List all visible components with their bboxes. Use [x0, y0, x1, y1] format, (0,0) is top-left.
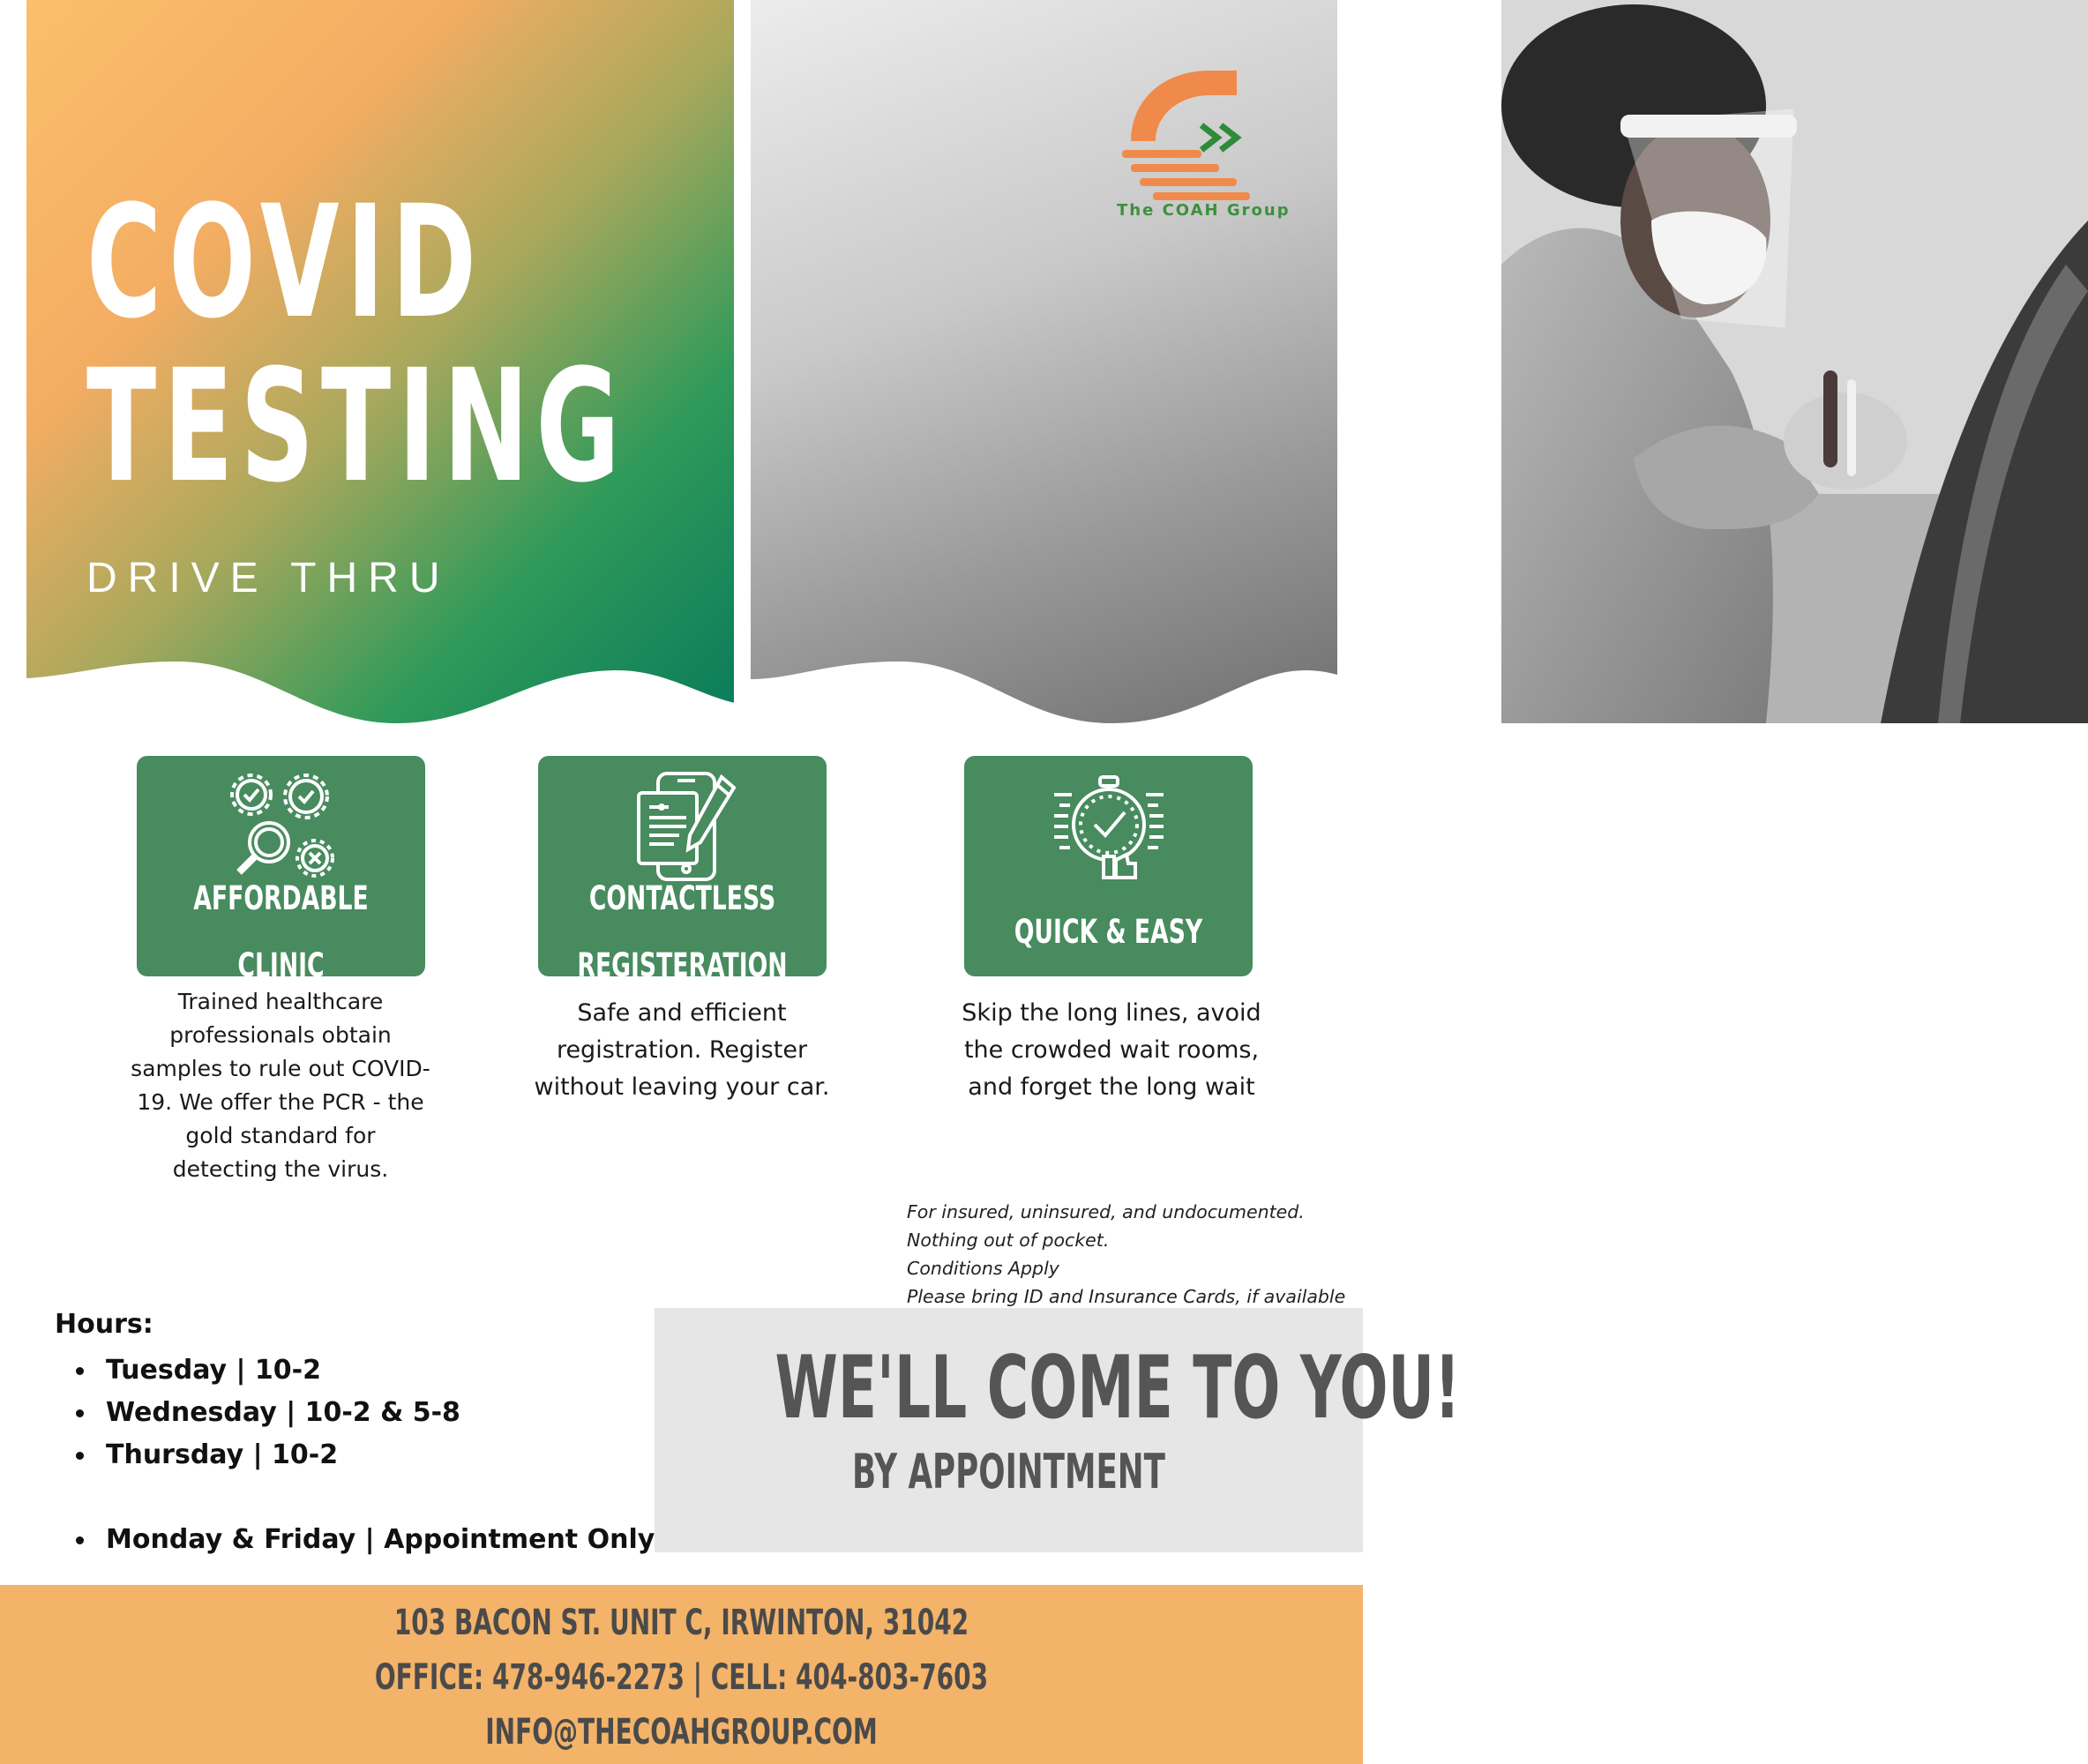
feature-description: Safe and efficient registration. Register without leaving your car. — [534, 999, 830, 1101]
hero-title-line-1: COVID — [86, 172, 484, 353]
cta-subheadline: BY APPOINTMENT — [852, 1444, 1165, 1499]
note-item: Conditions Apply — [907, 1258, 1059, 1279]
cta-box — [655, 1308, 1461, 1552]
note-item: Nothing out of pocket. — [907, 1230, 1110, 1251]
gears-magnifier-icon — [223, 768, 340, 885]
feature-title-line-2: CLINIC — [237, 946, 325, 984]
feature-title-line-1: AFFORDABLE — [193, 879, 369, 917]
hours-item: Tuesday | 10-2 — [71, 1349, 655, 1392]
feature-title — [1005, 897, 1212, 968]
feature-card-quick — [964, 756, 1253, 976]
hero-banner — [26, 0, 734, 723]
eligibility-notes — [907, 1198, 1345, 1311]
hero-title — [86, 172, 627, 517]
feature-description: Skip the long lines, avoid the crowded wait rooms, and forget the long wait — [962, 999, 1261, 1101]
hero-title-line-2: TESTING — [86, 336, 627, 517]
phone-form-icon — [625, 768, 741, 885]
hours-item: Wednesday | 10-2 & 5-8 — [71, 1392, 655, 1434]
hours-item: Monday & Friday | Appointment Only — [71, 1519, 655, 1561]
cta-headline: WE'LL COME TO YOU! — [775, 1338, 1461, 1439]
note-item: For insured, uninsured, and undocumented. — [907, 1201, 1305, 1222]
healthcare-worker-photo-icon — [1501, 0, 2088, 723]
note-item: Please bring ID and Insurance Cards, if available — [907, 1286, 1346, 1307]
footer-address: 103 BACON ST. UNIT C, IRWINTON, 31042 — [393, 1603, 969, 1643]
feature-title — [577, 879, 788, 984]
logo-name: The COAH Group — [1117, 201, 1291, 220]
footer-email: INFO@THECOAHGROUP.COM — [485, 1712, 878, 1753]
hours-list — [71, 1349, 655, 1561]
stopwatch-thumbs-up-icon — [1051, 768, 1167, 885]
feature-description: Trained healthcare professionals obtain samples to rule out COVID-19. We offer the PCR - the gold standard for detecting the virus. — [131, 989, 430, 1182]
feature-title — [177, 879, 385, 984]
feature-card-affordable — [137, 756, 425, 984]
feature-title-line-1: QUICK & EASY — [1014, 913, 1203, 951]
footer-phones: OFFICE: 478-946-2273 | CELL: 404-803-7603 — [374, 1657, 989, 1698]
feature-card-contactless — [538, 756, 827, 984]
contact-footer — [0, 1585, 1363, 1764]
feature-title-line-1: CONTACTLESS — [588, 879, 776, 917]
hours-title: Hours: — [55, 1309, 153, 1340]
wave-divider — [0, 653, 1363, 741]
hero-subtitle: DRIVE THRU — [86, 555, 451, 602]
hours-item: Thursday | 10-2 — [71, 1434, 655, 1476]
feature-title-line-2: REGISTERATION — [577, 946, 788, 984]
